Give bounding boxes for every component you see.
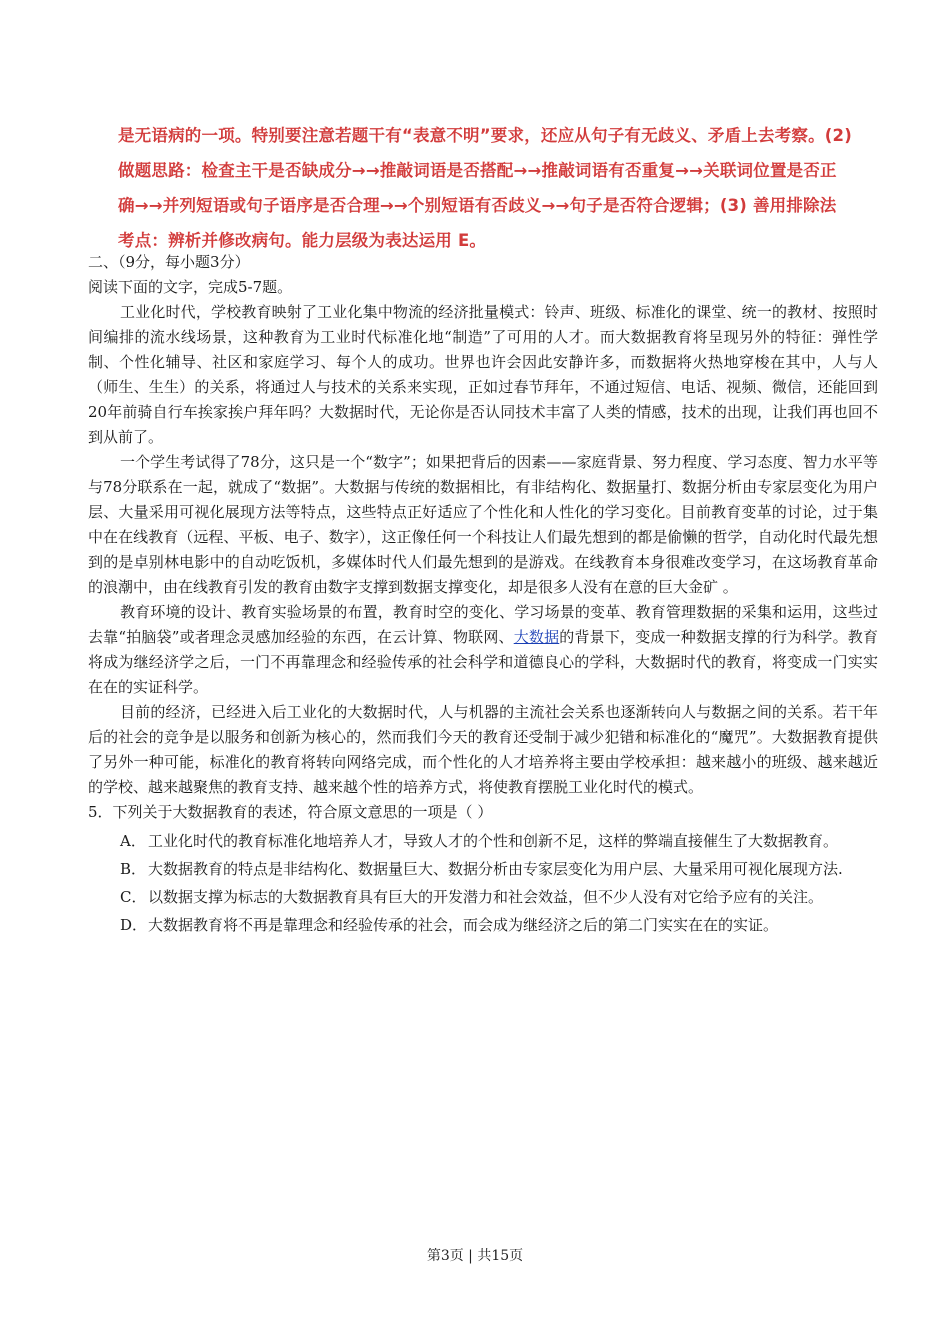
page-footer: 第3页 | 共15页: [426, 1248, 524, 1264]
option-label: C．: [120, 888, 147, 906]
option-c: [120, 885, 878, 910]
analysis-line: 是无语病的一项。特别要注意若题干有“表意不明”要求，还应从句子有无歧义、矛盾上去考察。(2): [118, 126, 852, 145]
analysis-line: 考点：辨析并修改病句。能力层级为表达运用 E。: [118, 231, 487, 250]
passage-paragraph-2: 一个学生考试得了78分，这只是一个“数字”；如果把背后的因素——家庭背景、努力程度、学习态度、智力水平等与78分联系在一起，就成了“数据”。大数据与传统的数据相比，有非结构化、数据量打、数据分析由专家层变化为用户层、大量采用可视化展现方法等特点，这些特点正好适应了个性化和人性化的学习变化。目前教育变革的讨论，过于集中在在线教育（远程、平板、电子、数字），这正像任何一个科技让人们最先想到的都是偷懒的哲学，自动化时代最先想到的是卓别林电影中的自动吃饭机，多媒体时代人们最先想到的是游戏。在线教育本身很难改变学习，在这场教育革命的浪潮中，由在线教育引发的教育由数字支撑到数据支撑变化，却是很多人没有在意的巨大金矿 。: [88, 453, 878, 596]
paragraph-text: 的背景下，变成一种数据支撑的行为科学。教育将成为继经济学之后，一门不再靠理念和经验传承的社会科学和道德良心的学科，大数据时代的教育，将变成一门实实在在的实证科学。: [88, 628, 878, 696]
option-label: B．: [120, 860, 147, 878]
option-a: [120, 829, 878, 854]
question-5-stem: 5．下列关于大数据教育的表述，符合原文意思的一项是（ ）: [88, 803, 493, 821]
option-text: 工业化时代的教育标准化地培养人才，导致人才的个性和创新不足，这样的弊端直接催生了大数据教育。: [148, 832, 839, 850]
option-text: 以数据支撑为标志的大数据教育具有巨大的开发潜力和社会效益，但不少人没有对它给予应有的关注。: [148, 888, 824, 906]
option-text: 大数据教育将不再是靠理念和经验传承的社会，而会成为继经济之后的第二门实实在在的实证。: [148, 916, 779, 934]
paragraph-text: 教育环境的设计、教育实验场景的布置，教育时空的变化、学习场景的变革、教育管理数据的采集和运用，这些过去靠“拍脑袋”或者理念灵感加经验的东西，在云计算、物联网、: [88, 603, 878, 646]
big-data-link[interactable]: 大数据: [513, 628, 560, 646]
section-heading: 二、（9分，每小题3分）: [88, 253, 250, 271]
option-label: A．: [120, 832, 146, 850]
option-d: [120, 913, 878, 938]
analysis-line: 确→→并列短语或句子语序是否合理→→个别短语有否歧义→→句子是否符合逻辑；(3) 善用排除法: [118, 196, 837, 215]
option-label: D．: [120, 916, 148, 934]
passage-paragraph-1: 工业化时代，学校教育映射了工业化集中物流的经济批量模式：铃声、班级、标准化的课堂、统一的教材、按照时间编排的流水线场景，这种教育为工业时代标准化地“制造”了可用的人才。而大数据教育将呈现另外的特征：弹性学制、个性化辅导、社区和家庭学习、每个人的成功。世界也许会因此安静许多，而数据将火热地穿梭在其中，人与人（师生、生生）的关系，将通过人与技术的关系来实现，正如过春节拜年，不通过短信、电话、视频、微信，还能回到20年前骑自行车挨家挨户拜年吗？大数据时代，无论你是否认同技术丰富了人类的情感，技术的出现，让我们再也回不到从前了。: [88, 303, 878, 446]
passage-paragraph-4: 目前的经济，已经进入后工业化的大数据时代，人与机器的主流社会关系也逐渐转向人与数据之间的关系。若干年后的社会的竞争是以服务和创新为核心的，然而我们今天的教育还受制于减少犯错和标准化的“魔咒”。大数据教育提供了另外一种可能，标准化的教育将转向网络完成，而个性化的人才培养将主要由学校承担：越来越小的班级、越来越近的学校、越来越聚焦的教育支持、越来越个性的培养方式，将使教育摆脱工业化时代的模式。: [88, 703, 878, 796]
option-b: [120, 857, 878, 882]
analysis-line: 做题思路：检查主干是否缺成分→→推敲词语是否搭配→→推敲词语有否重复→→关联词位置是否正: [118, 161, 837, 180]
question-5-options: [88, 829, 878, 938]
answer-analysis-block: [118, 118, 878, 258]
section-instruction: 阅读下面的文字，完成5-7题。: [88, 278, 293, 296]
option-text: 大数据教育的特点是非结构化、数据量巨大、数据分析由专家层变化为用户层、大量采用可视化展现方法.: [148, 860, 843, 878]
reading-section: [88, 250, 878, 941]
passage-paragraph-3: [88, 600, 878, 700]
